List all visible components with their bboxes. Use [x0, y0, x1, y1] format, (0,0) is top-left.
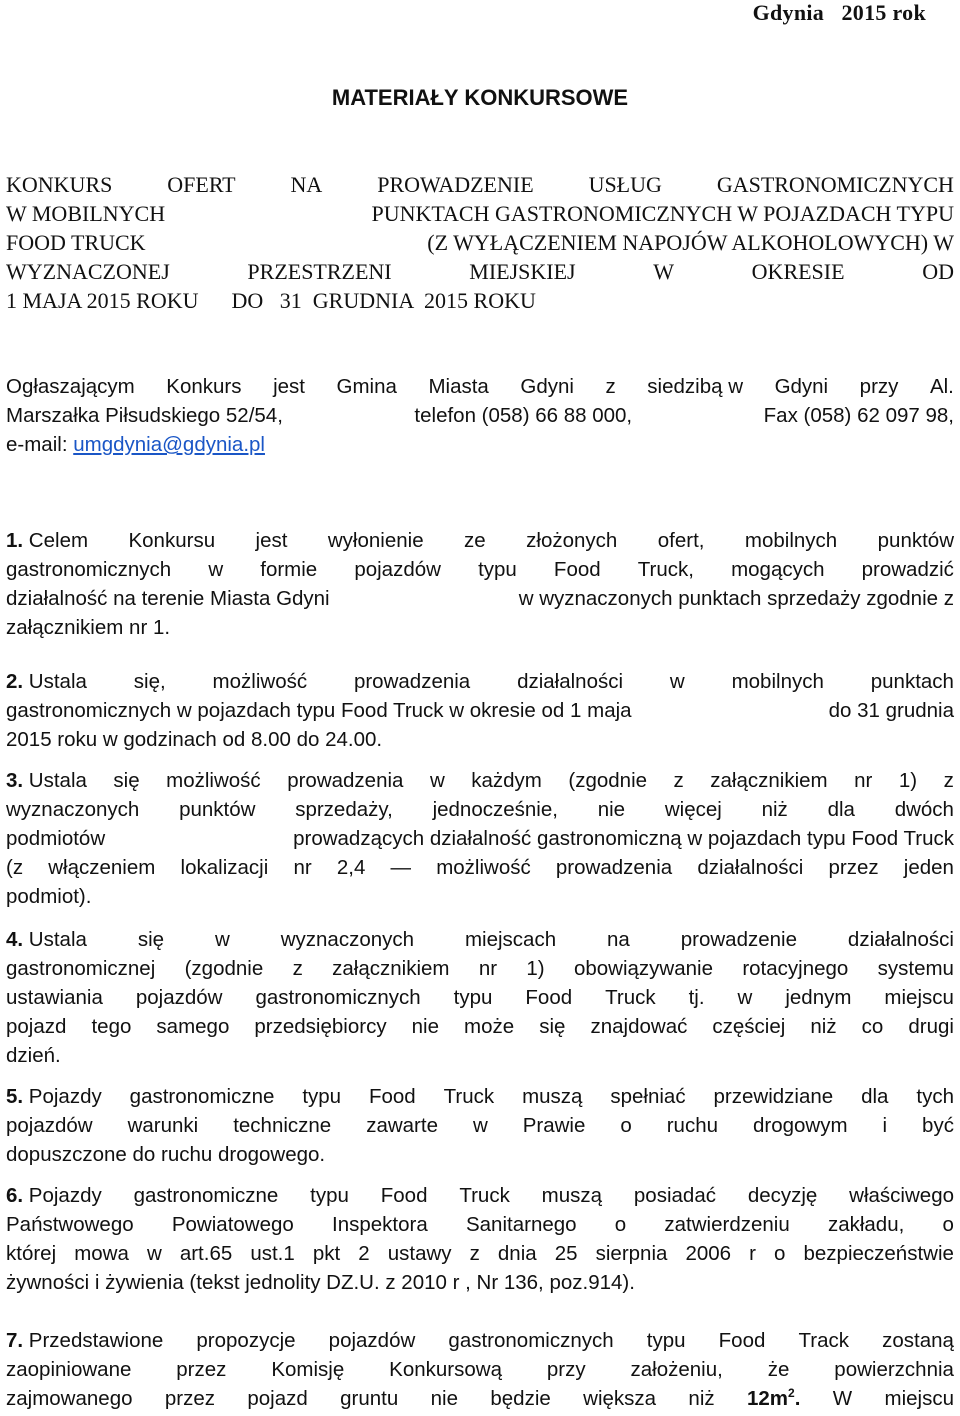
- word: ust.1: [250, 1242, 295, 1265]
- word: w: [472, 1114, 488, 1137]
- word: Powiatowego: [171, 1213, 294, 1236]
- word: punktów: [179, 798, 256, 821]
- word: 1): [898, 769, 918, 792]
- word: z: [469, 1242, 480, 1265]
- word: do 31 grudnia: [828, 699, 954, 722]
- word: może: [464, 1015, 515, 1038]
- word: Truck: [443, 1085, 495, 1108]
- word: typu: [302, 1085, 342, 1108]
- word: Gdyni: [774, 375, 829, 398]
- organizer-email-line: [6, 430, 954, 459]
- word: mowa: [74, 1242, 129, 1265]
- paragraph-number: 5.: [6, 1085, 24, 1108]
- word: prowadzących działalność gastronomiczną w pojazdach typu Food Truck: [293, 827, 954, 850]
- word: Konkursu: [128, 529, 216, 552]
- word: W MOBILNYCH: [6, 201, 166, 226]
- word: USŁUG: [588, 172, 662, 197]
- notice-last-line: 1 MAJA 2015 ROKU DO 31 GRUDNIA 2015 ROKU: [6, 288, 536, 313]
- word: MIEJSKIEJ: [469, 259, 576, 284]
- word: niż: [810, 1015, 837, 1038]
- word: 2006: [685, 1242, 732, 1265]
- word: nie: [597, 798, 626, 821]
- word: możliwość: [436, 856, 531, 879]
- word: bezpieczeństwie: [803, 1242, 954, 1265]
- word: Pojazdy: [23, 1085, 102, 1108]
- paragraph-line: [6, 696, 954, 725]
- word: wyznaczonych: [6, 798, 140, 821]
- paragraph-line: [6, 1239, 954, 1268]
- word: której: [6, 1242, 57, 1265]
- word: lokalizacji: [180, 856, 269, 879]
- word: pojazd: [247, 1387, 308, 1410]
- word: prowadzenia: [287, 769, 404, 792]
- paragraph-line: [6, 667, 954, 696]
- word: jest: [273, 375, 305, 398]
- word: spełniać: [610, 1085, 686, 1108]
- word: 2,4: [336, 856, 366, 879]
- word: gastronomiczne: [133, 1184, 279, 1207]
- word: przedsiębiorcy: [254, 1015, 387, 1038]
- word: pojazdów: [328, 1329, 416, 1352]
- word: prowadzenia: [353, 670, 471, 693]
- word: typu: [310, 1184, 349, 1207]
- word: z: [292, 957, 303, 980]
- paragraph-line: [6, 954, 954, 983]
- paragraph-line: [6, 1326, 954, 1355]
- word: mobilnych: [731, 670, 824, 693]
- word: muszą: [522, 1085, 583, 1108]
- word: drogowym: [752, 1114, 848, 1137]
- organizer-info: [6, 372, 954, 459]
- notice-line: [6, 199, 954, 228]
- word: działalność na terenie Miasta Gdyni: [6, 587, 330, 610]
- word: punktach: [870, 670, 954, 693]
- word: 2: [358, 1242, 370, 1265]
- word: techniczne: [233, 1114, 332, 1137]
- word: przez: [828, 856, 879, 879]
- numbered-lead: [6, 526, 88, 555]
- word: mogących: [731, 558, 825, 581]
- word: KONKURS: [6, 172, 113, 197]
- header-date: Gdynia 2015 rok: [752, 0, 926, 25]
- email-link[interactable]: umgdynia@gdynia.pl: [73, 433, 265, 456]
- word: siedzibą w: [647, 375, 744, 398]
- word: posiadać: [633, 1184, 716, 1207]
- word: nr: [854, 769, 873, 792]
- word: prowadzenia: [555, 856, 673, 879]
- word: zawarte: [366, 1114, 438, 1137]
- word: gastronomicznych: [255, 986, 421, 1009]
- word: się: [137, 928, 165, 951]
- notice-line: [6, 257, 954, 286]
- word: typu: [453, 986, 493, 1009]
- word: Ustala: [23, 928, 87, 951]
- paragraph-last-line: dzień.: [6, 1044, 61, 1067]
- paragraph-line: [6, 983, 954, 1012]
- word: się: [113, 769, 140, 792]
- word: możliwość: [166, 769, 261, 792]
- word: Ustala: [23, 769, 87, 792]
- word: pkt: [312, 1242, 341, 1265]
- word: przy: [546, 1358, 586, 1381]
- word: na: [607, 928, 630, 951]
- word: powierzchnia: [834, 1358, 954, 1381]
- word: miejscach: [464, 928, 557, 951]
- word: tj.: [688, 986, 705, 1009]
- word: propozycje: [196, 1329, 296, 1352]
- word: PROWADZENIE: [377, 172, 534, 197]
- word: dwóch: [894, 798, 954, 821]
- word: ustawiania: [6, 986, 103, 1009]
- paragraph-line: [6, 766, 954, 795]
- numbered-lead: [6, 766, 87, 795]
- word: ofert,: [657, 529, 705, 552]
- paragraph-last-line: podmiot).: [6, 885, 92, 908]
- word: typu: [478, 558, 517, 581]
- word: o: [942, 1213, 954, 1236]
- paragraph-line: [6, 795, 954, 824]
- word: w wyznaczonych punktach sprzedaży zgodnie z: [518, 587, 954, 610]
- paragraph-line: [6, 1082, 954, 1111]
- paragraph-last-line: dopuszczone do ruchu drogowego.: [6, 1143, 326, 1166]
- word: Sanitarnego: [465, 1213, 577, 1236]
- word: OKRESIE: [751, 259, 845, 284]
- word: Przedstawione: [23, 1329, 164, 1352]
- email-label: e-mail:: [6, 433, 74, 456]
- word: gastronomicznych: [6, 558, 172, 581]
- paragraph-number: 3.: [6, 769, 24, 792]
- word: znajdować: [590, 1015, 688, 1038]
- word: się,: [133, 670, 166, 693]
- paragraph-line: [6, 584, 954, 613]
- paragraph-line: [6, 1181, 954, 1210]
- word: przy: [859, 375, 899, 398]
- word: typu: [646, 1329, 686, 1352]
- word: w: [214, 928, 230, 951]
- word: dla: [827, 798, 855, 821]
- word: w: [669, 670, 685, 693]
- word: telefon (058) 66 88 000,: [414, 404, 633, 427]
- paragraph-line: [6, 1111, 954, 1140]
- paragraph-line: [6, 555, 954, 584]
- word: mobilnych: [744, 529, 838, 552]
- word: pojazd: [6, 1015, 67, 1038]
- word: drugi: [908, 1015, 954, 1038]
- paragraph-7: [6, 1326, 954, 1413]
- word: tego: [91, 1015, 132, 1038]
- paragraph-line: [6, 925, 954, 954]
- paragraph-2: [6, 667, 954, 754]
- word: Państwowego: [6, 1213, 134, 1236]
- word: wyznaczonych: [280, 928, 415, 951]
- word: możliwość: [212, 670, 308, 693]
- word: zostaną: [882, 1329, 954, 1352]
- paragraph-number: 6.: [6, 1184, 24, 1207]
- word: w: [429, 769, 445, 792]
- word: (z: [6, 856, 24, 879]
- word: Inspektora: [332, 1213, 428, 1236]
- paragraph-6: [6, 1181, 954, 1297]
- word: zaopiniowane: [6, 1358, 132, 1381]
- word: każdym: [471, 769, 542, 792]
- word: w: [146, 1242, 162, 1265]
- word: miejscu: [884, 986, 954, 1009]
- word: FOOD TRUCK: [6, 230, 146, 255]
- word: Fax (058) 62 097 98,: [763, 404, 954, 427]
- word: przewidziane: [713, 1085, 834, 1108]
- word: zatwierdzeniu: [664, 1213, 790, 1236]
- word: ze: [464, 529, 486, 552]
- word: jest: [255, 529, 288, 552]
- word: o: [614, 1213, 627, 1236]
- word: PRZESTRZENI: [247, 259, 392, 284]
- word: Al.: [929, 375, 954, 398]
- word: Prawie: [522, 1114, 586, 1137]
- word: formie: [260, 558, 318, 581]
- word: działalności: [697, 856, 804, 879]
- numbered-lead: [6, 1082, 102, 1111]
- paragraph-line: [6, 853, 954, 882]
- word: Marszałka Piłsudskiego 52/54,: [6, 404, 283, 427]
- word: prowadzenie: [680, 928, 797, 951]
- word: Miasta: [428, 375, 489, 398]
- word: działalności: [517, 670, 624, 693]
- word: sprzedaży,: [295, 798, 393, 821]
- word: Konkurs: [166, 375, 242, 398]
- word: r: [749, 1242, 756, 1265]
- word: Food: [368, 1085, 416, 1108]
- word: ustawy: [387, 1242, 452, 1265]
- word: Truck: [459, 1184, 510, 1207]
- word: W: [832, 1387, 853, 1410]
- paragraph-line: [6, 1210, 954, 1239]
- word: systemu: [877, 957, 954, 980]
- word: ruchu: [666, 1114, 719, 1137]
- word: decyzję: [747, 1184, 818, 1207]
- word: zakładu,: [827, 1213, 905, 1236]
- word: PUNKTACH GASTRONOMICZNYCH W POJAZDACH TYPU: [371, 201, 954, 226]
- word: rotacyjnego: [742, 957, 849, 980]
- paragraph-3: [6, 766, 954, 911]
- word: właściwego: [849, 1184, 954, 1207]
- word: Track: [798, 1329, 849, 1352]
- area-period: .: [794, 1387, 801, 1410]
- word: gruntu: [340, 1387, 399, 1410]
- word: wyłonienie: [327, 529, 424, 552]
- word: warunki: [127, 1114, 199, 1137]
- word: Konkursową: [389, 1358, 502, 1381]
- word: punktów: [877, 529, 954, 552]
- paragraph-line: [6, 526, 954, 555]
- word: być: [922, 1114, 954, 1137]
- word: działalności: [847, 928, 954, 951]
- paragraph-number: 1.: [6, 529, 24, 552]
- word: w: [208, 558, 224, 581]
- word: jednym: [785, 986, 852, 1009]
- word: niż: [761, 798, 788, 821]
- word: pojazdów: [6, 1114, 93, 1137]
- word: nr: [478, 957, 498, 980]
- organizer-line: [6, 372, 954, 401]
- word: dla: [861, 1085, 889, 1108]
- organizer-line: [6, 401, 954, 430]
- word: 25: [554, 1242, 578, 1265]
- word: Food: [553, 558, 601, 581]
- word: jednocześnie,: [432, 798, 558, 821]
- word: dnia: [497, 1242, 537, 1265]
- word: przez: [164, 1387, 215, 1410]
- word: Pojazdy: [23, 1184, 102, 1207]
- word: będzie: [490, 1387, 551, 1410]
- numbered-lead: [6, 1181, 102, 1210]
- word: podmiotów: [6, 827, 106, 850]
- paragraph-line: [6, 1012, 954, 1041]
- paragraph-number: 2.: [6, 670, 24, 693]
- paragraph-last-line: żywności i żywienia (tekst jednolity DZ.U. z 2010 r , Nr 136, poz.914).: [6, 1271, 635, 1294]
- paragraph-line: [6, 1384, 954, 1413]
- word: obowiązywanie: [573, 957, 713, 980]
- word: OFERT: [167, 172, 236, 197]
- word: z: [943, 769, 954, 792]
- word: —: [390, 856, 412, 879]
- word: zajmowanego: [6, 1387, 133, 1410]
- notice-line: [6, 228, 954, 257]
- word: Ustala: [23, 670, 87, 693]
- word: samego: [156, 1015, 230, 1038]
- word: pojazdów: [354, 558, 441, 581]
- area-unit-exponent: 2: [788, 1386, 795, 1401]
- word: się: [539, 1015, 566, 1038]
- page-title: MATERIAŁY KONKURSOWE: [331, 85, 629, 110]
- word: przez: [176, 1358, 227, 1381]
- numbered-lead: [6, 1326, 163, 1355]
- word: większa: [583, 1387, 657, 1410]
- numbered-lead: [6, 667, 87, 696]
- word: Celem: [23, 529, 89, 552]
- word: załącznikiem: [710, 769, 828, 792]
- word: gastronomicznej: [6, 957, 156, 980]
- word: o: [620, 1114, 632, 1137]
- word: prowadzić: [861, 558, 954, 581]
- word: o: [774, 1242, 786, 1265]
- word: Truck,: [637, 558, 694, 581]
- word: gastronomicznych w pojazdach typu Food Truck w okresie od 1 maja: [6, 699, 632, 722]
- word: z: [605, 375, 616, 398]
- word: założeniu,: [630, 1358, 723, 1381]
- word: pojazdów: [135, 986, 223, 1009]
- word: Gdyni: [520, 375, 574, 398]
- paragraph-line: [6, 1355, 954, 1384]
- word: sierpnia: [595, 1242, 668, 1265]
- word: miejscu: [884, 1387, 954, 1410]
- word: nie: [411, 1015, 439, 1038]
- word: gastronomicznych: [448, 1329, 614, 1352]
- word: Food: [718, 1329, 766, 1352]
- word: (zgodnie: [568, 769, 648, 792]
- word: Komisję: [271, 1358, 345, 1381]
- paragraph-last-line: 2015 roku w godzinach od 8.00 do 24.00.: [6, 728, 383, 751]
- word: włączeniem: [48, 856, 156, 879]
- word: załącznikiem: [332, 957, 450, 980]
- word: że: [767, 1358, 790, 1381]
- word: nie: [430, 1387, 458, 1410]
- word: tych: [916, 1085, 954, 1108]
- word: W: [653, 259, 675, 284]
- word: art.65: [179, 1242, 233, 1265]
- paragraph-1: [6, 526, 954, 642]
- word: GASTRONOMICZNYCH: [716, 172, 954, 197]
- word: Ogłaszającym: [6, 375, 135, 398]
- word: niż: [688, 1387, 715, 1410]
- word: OD: [922, 259, 954, 284]
- word: nr: [293, 856, 312, 879]
- word: co: [861, 1015, 884, 1038]
- paragraph-number: 7.: [6, 1329, 24, 1352]
- word: WYZNACZONEJ: [6, 259, 170, 284]
- paragraph-5: [6, 1082, 954, 1169]
- word: Food: [380, 1184, 428, 1207]
- word: i: [882, 1114, 888, 1137]
- word: muszą: [541, 1184, 603, 1207]
- word: (Z WYŁĄCZENIEM NAPOJÓW ALKOHOLOWYCH) W: [427, 230, 954, 255]
- word: Gmina: [336, 375, 397, 398]
- word: częściej: [712, 1015, 786, 1038]
- word: w: [737, 986, 753, 1009]
- word: jeden: [903, 856, 954, 879]
- word: 1): [526, 957, 545, 980]
- word: więcej: [664, 798, 722, 821]
- paragraph-last-line: załącznikiem nr 1.: [6, 616, 171, 639]
- paragraph-4: [6, 925, 954, 1070]
- word: złożonych: [526, 529, 618, 552]
- numbered-lead: [6, 925, 87, 954]
- word: Truck: [605, 986, 656, 1009]
- paragraph-line: [6, 824, 954, 853]
- notice-line: [6, 170, 954, 199]
- word: NA: [290, 172, 323, 197]
- area-limit: [747, 1384, 800, 1413]
- area-value: 12m: [747, 1387, 789, 1410]
- word: gastronomiczne: [129, 1085, 275, 1108]
- contest-notice: [6, 170, 954, 315]
- paragraph-number: 4.: [6, 928, 24, 951]
- word: (zgodnie: [184, 957, 264, 980]
- word: z: [673, 769, 684, 792]
- word: Food: [525, 986, 573, 1009]
